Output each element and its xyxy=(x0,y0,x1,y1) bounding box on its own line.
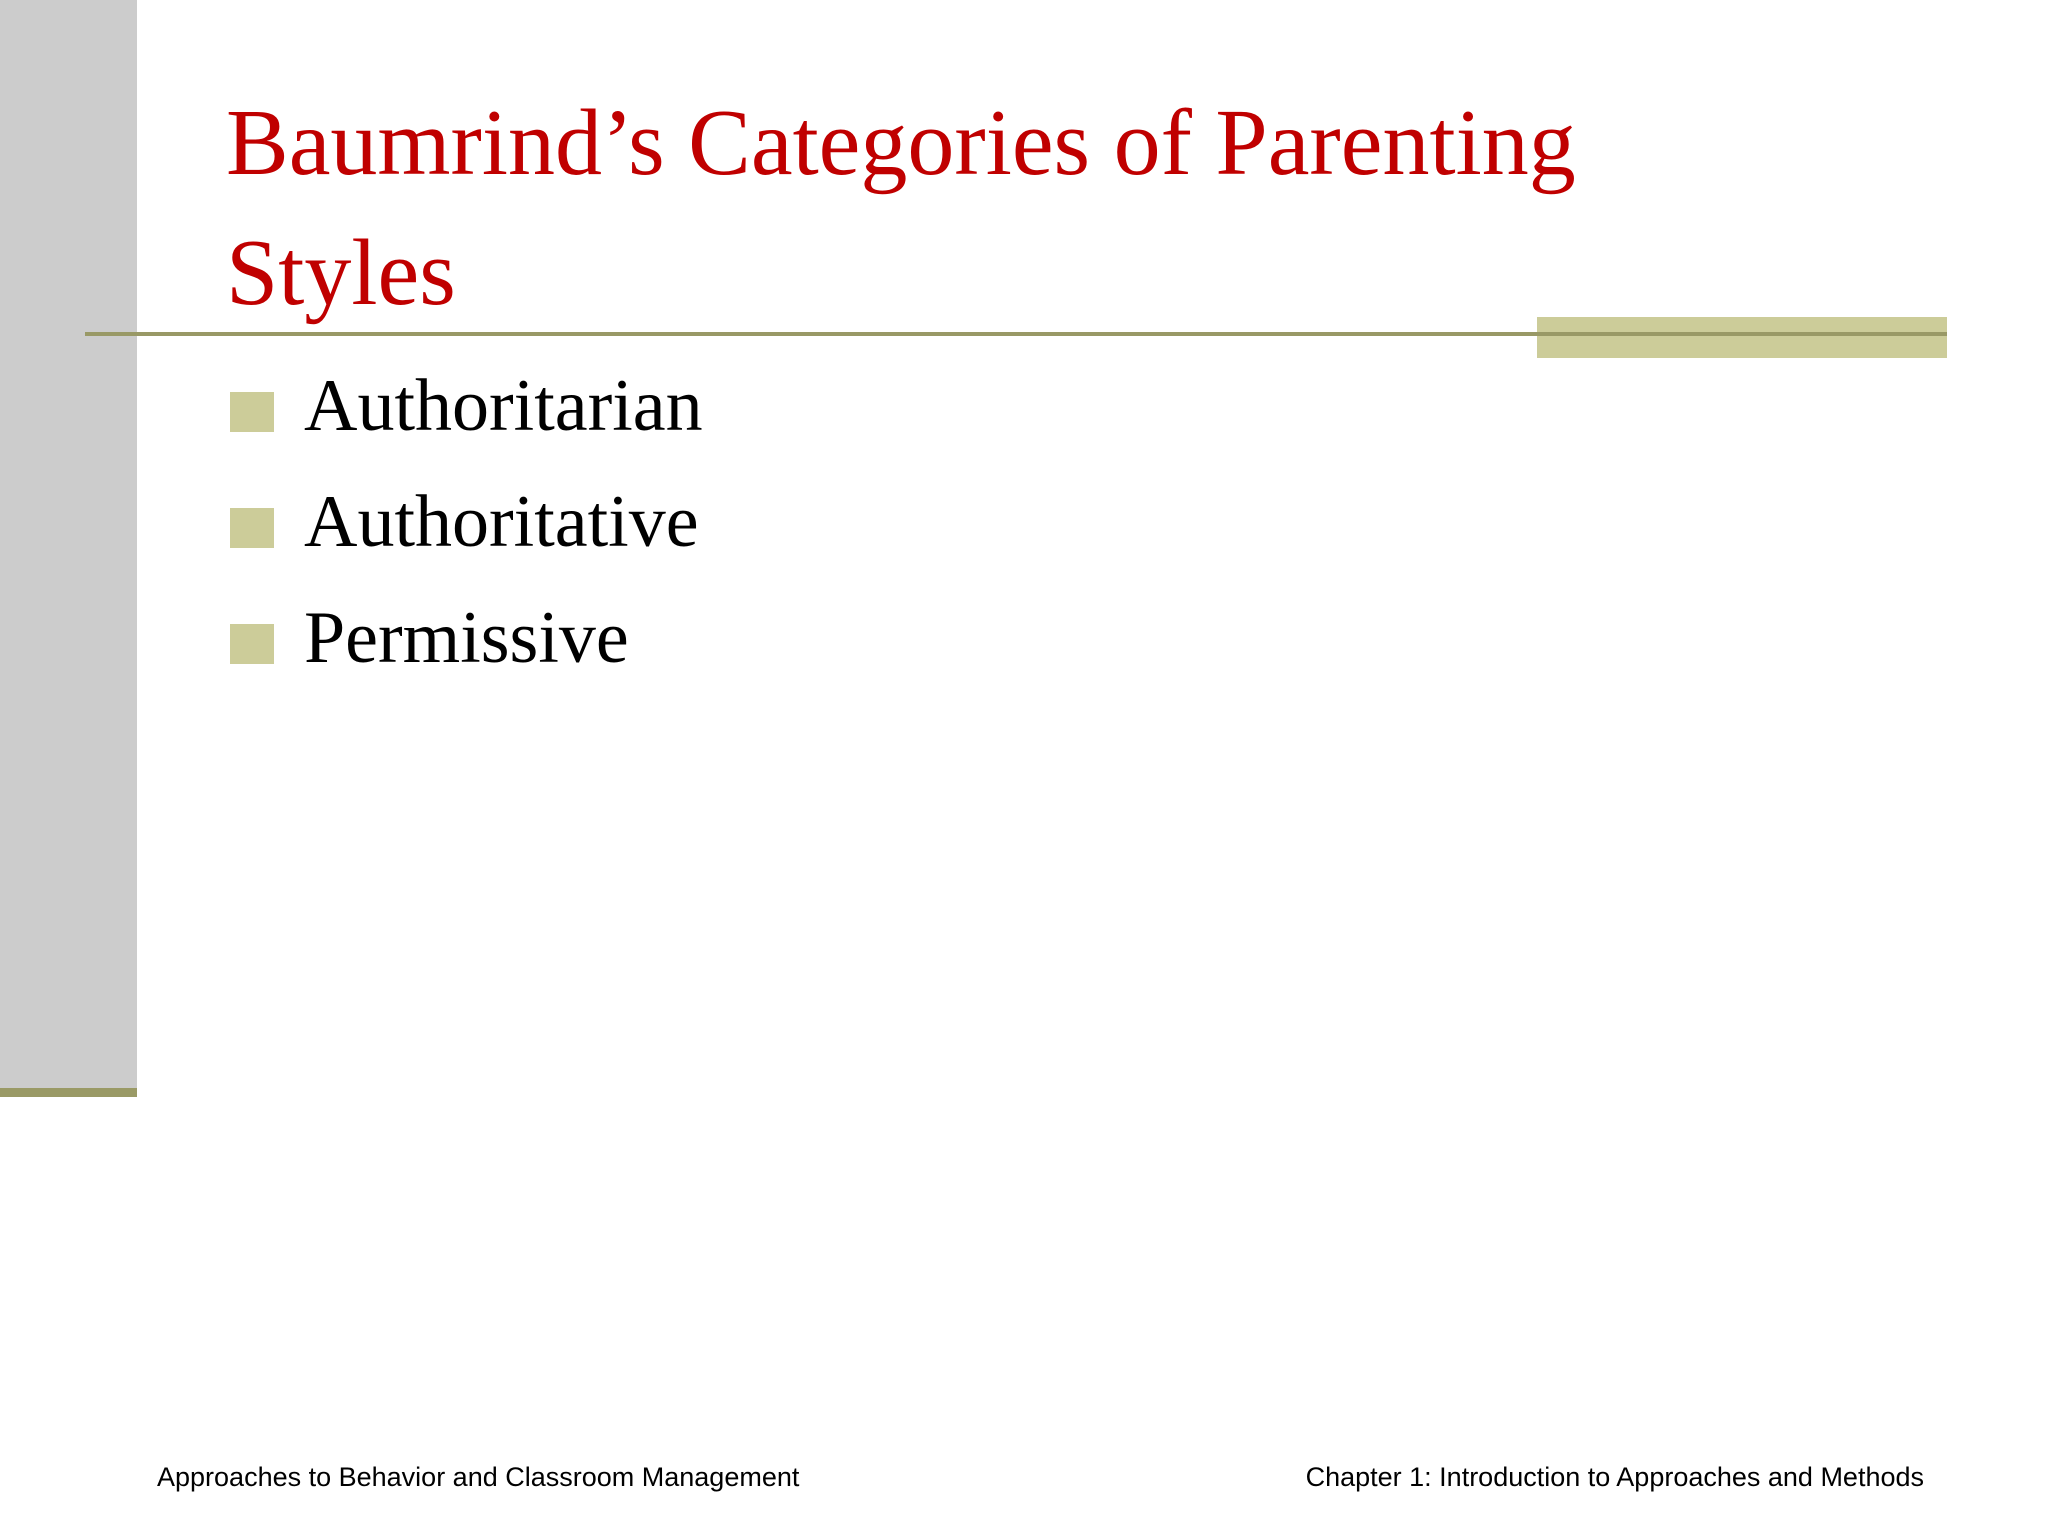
bullet-text: Permissive xyxy=(304,597,629,679)
accent-bar-rule xyxy=(1537,332,1947,336)
square-bullet-icon xyxy=(230,392,274,432)
footer-course-title: Approaches to Behavior and Classroom Management xyxy=(157,1462,800,1492)
bullet-item-permissive xyxy=(230,597,703,726)
title-accent-bar xyxy=(1537,317,1947,358)
left-band-footer-stripe xyxy=(0,1088,137,1097)
square-bullet-icon xyxy=(230,508,274,548)
slide-title: Baumrind’s Categories of Parenting Styles xyxy=(226,91,1576,325)
footer-chapter-title: Chapter 1: Introduction to Approaches and Methods xyxy=(1305,1462,1924,1492)
bullet-text: Authoritative xyxy=(304,481,699,563)
bullet-list xyxy=(230,365,703,726)
bullet-text: Authoritarian xyxy=(304,365,703,447)
square-bullet-icon xyxy=(230,624,274,664)
left-side-band xyxy=(0,0,137,1096)
